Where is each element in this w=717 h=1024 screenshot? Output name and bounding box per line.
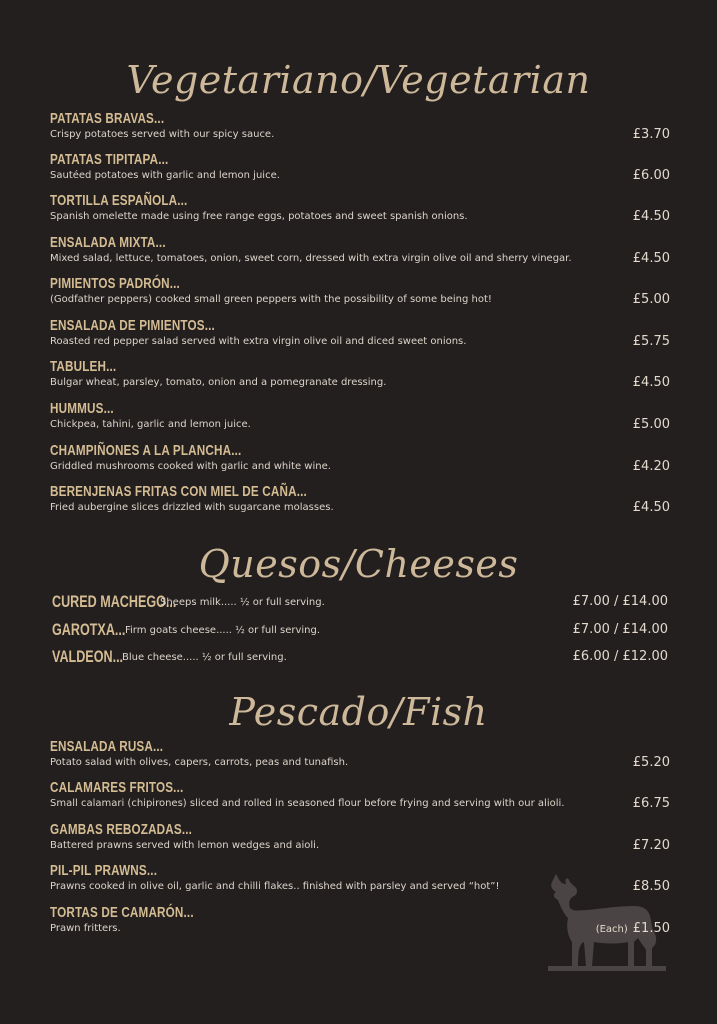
price-note: (Each) (595, 924, 628, 935)
item-name: ENSALADA RUSA... (50, 738, 164, 755)
item-name: GAROTXA... (52, 620, 126, 639)
item-description: Small calamari (chipirones) sliced and rolled in seasoned flour before frying and serving with our alioli. (50, 798, 565, 809)
item-description: Chickpea, tahini, garlic and lemon juice. (50, 419, 251, 430)
item-description: Griddled mushrooms cooked with garlic and white wine. (50, 461, 331, 472)
item-name: ENSALADA MIXTA... (50, 234, 166, 251)
item-price: £5.20 (632, 755, 670, 770)
item-name: PIMIENTOS PADRÓN... (50, 275, 180, 292)
item-name: PATATAS BRAVAS... (50, 110, 165, 127)
item-description: Potato salad with olives, capers, carrots, peas and tunafish. (50, 757, 349, 768)
menu-item-valdeon (52, 646, 668, 668)
item-name: GAMBAS REBOZADAS... (50, 821, 193, 838)
item-price: £4.50 (632, 251, 670, 266)
item-name: CALAMARES FRITOS... (50, 779, 184, 796)
item-name: CURED MACHEGO... (52, 592, 177, 611)
item-description: Firm goats cheese..... ½ or full serving. (125, 625, 321, 636)
menu-item-tortas-de-camaron (50, 904, 670, 935)
item-description: Sautéed potatoes with garlic and lemon juice. (50, 170, 280, 181)
menu-item-calamares-fritos (50, 779, 670, 810)
item-price: £1.50 (632, 921, 670, 936)
item-name: PATATAS TIPITAPA... (50, 151, 169, 168)
item-description: Prawn fritters. (50, 923, 121, 934)
menu-item-tabuleh (50, 358, 670, 389)
item-price: £6.00 / £12.00 (572, 649, 668, 664)
item-price: £6.00 (632, 168, 670, 183)
menu-item-champinones (50, 442, 670, 473)
menu-item-ensalada-de-pimientos (50, 317, 670, 348)
item-name: CHAMPIÑONES A LA PLANCHA... (50, 442, 242, 459)
section-title-vegetarian: Vegetariano/Vegetarian (126, 58, 591, 102)
item-price: £7.00 / £14.00 (572, 622, 668, 637)
item-price-group (596, 921, 670, 936)
item-name: ENSALADA DE PIMIENTOS... (50, 317, 215, 334)
item-name: HUMMUS... (50, 400, 114, 417)
item-description: Sheeps milk..... ½ or full serving. (160, 597, 325, 608)
section-title-cheeses: Quesos/Cheeses (198, 542, 519, 586)
menu-item-ensalada-rusa (50, 738, 670, 769)
menu-item-gambas-rebozadas (50, 821, 670, 852)
item-description: Spanish omelette made using free range eggs, potatoes and sweet spanish onions. (50, 211, 468, 222)
item-price: £4.20 (632, 459, 670, 474)
item-name: PIL-PIL PRAWNS... (50, 862, 158, 879)
menu-item-hummus (50, 400, 670, 431)
menu-item-pimientos-padron (50, 275, 670, 306)
item-price: £8.50 (632, 879, 670, 894)
menu-item-berenjenas-fritas (50, 483, 670, 514)
item-price: £7.20 (632, 838, 670, 853)
item-description: Bulgar wheat, parsley, tomato, onion and a pomegranate dressing. (50, 377, 387, 388)
item-price: £7.00 / £14.00 (572, 594, 668, 609)
menu-item-ensalada-mixta (50, 234, 670, 265)
menu-item-patatas-bravas (50, 110, 670, 141)
menu-item-patatas-tipitapa (50, 151, 670, 182)
item-price: £5.75 (632, 334, 670, 349)
item-price: £4.50 (632, 500, 670, 515)
menu-item-garotxa (52, 619, 668, 641)
item-description: Roasted red pepper salad served with extra virgin olive oil and diced sweet onions. (50, 336, 467, 347)
item-name: BERENJENAS FRITAS CON MIEL DE CAÑA... (50, 483, 307, 500)
menu-item-cured-machego (52, 591, 668, 613)
item-price: £5.00 (632, 292, 670, 307)
item-name: TORTAS DE CAMARÓN... (50, 904, 194, 921)
item-description: Prawns cooked in olive oil, garlic and chilli flakes.. finished with parsley and served “hot”! (50, 881, 500, 892)
item-description: Blue cheese..... ½ or full serving. (122, 652, 287, 663)
item-price: £4.50 (632, 209, 670, 224)
item-name: VALDEON... (52, 647, 124, 666)
section-title-fish: Pescado/Fish (229, 690, 488, 734)
item-description: Mixed salad, lettuce, tomatoes, onion, sweet corn, dressed with extra virgin olive oil and sherry vinegar. (50, 253, 572, 264)
item-price: £3.70 (632, 127, 670, 142)
item-price: £5.00 (632, 417, 670, 432)
menu-item-tortilla-espanola (50, 192, 670, 223)
item-description: Battered prawns served with lemon wedges and aioli. (50, 840, 320, 851)
item-price: £6.75 (632, 796, 670, 811)
item-description: Fried aubergine slices drizzled with sugarcane molasses. (50, 502, 334, 513)
item-name: TORTILLA ESPAÑOLA... (50, 192, 188, 209)
item-description: (Godfather peppers) cooked small green peppers with the possibility of some being hot! (50, 294, 492, 305)
item-price: £4.50 (632, 375, 670, 390)
item-description: Crispy potatoes served with our spicy sauce. (50, 129, 275, 140)
item-name: TABULEH... (50, 358, 117, 375)
